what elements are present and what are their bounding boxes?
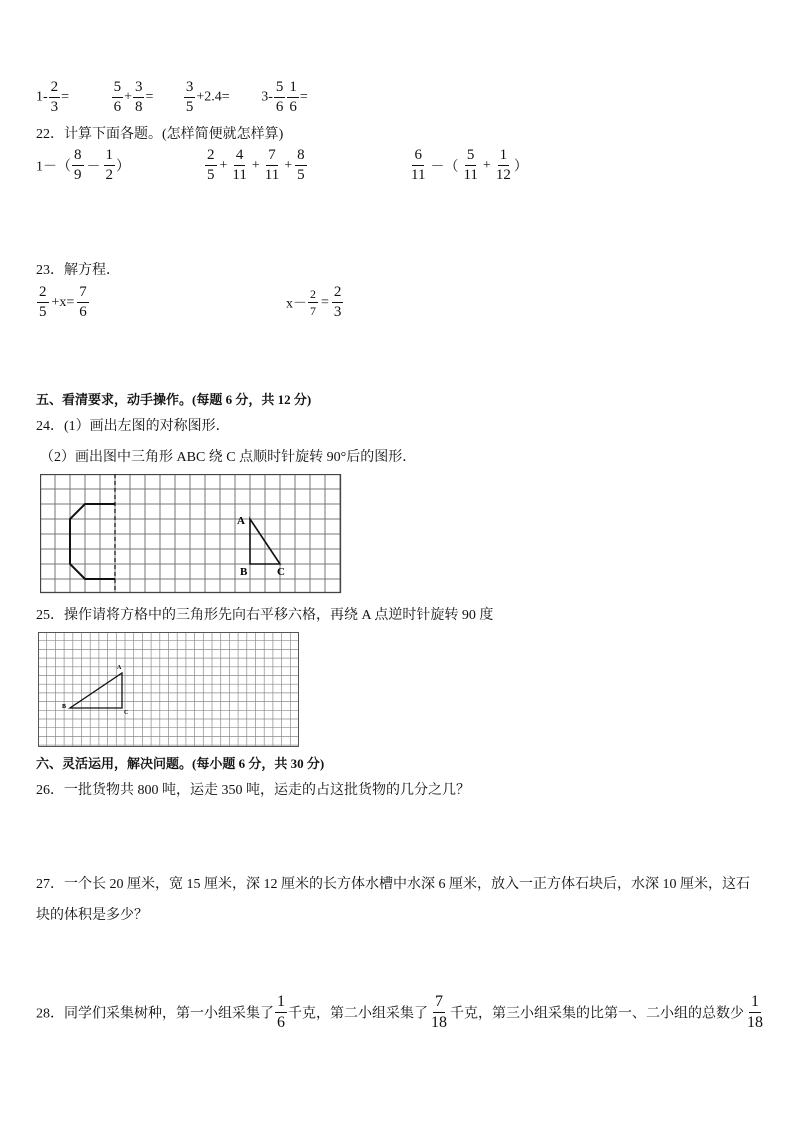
fraction: $\frac{5}{6}$ xyxy=(113,79,122,115)
expr-text: = xyxy=(145,89,154,105)
section-5-heading: 五、看清要求，动手操作。(每题 6 分，共 12 分) xyxy=(36,392,312,407)
q24-grid-lines xyxy=(40,474,340,593)
fraction: $\frac{3}{8}$ xyxy=(134,79,143,115)
q22-expr-2 xyxy=(204,148,308,183)
expr-text: ） xyxy=(513,159,528,175)
fraction: $\frac{1}{6}$ xyxy=(277,993,285,1031)
q23-eq-2 xyxy=(286,285,344,320)
expr-text: 1－（ xyxy=(36,159,71,175)
expr-text: 3- xyxy=(261,89,273,105)
fraction: $\frac{2}{5}$ xyxy=(207,147,215,183)
fraction: $\frac{2}{3}$ xyxy=(50,79,59,115)
q23-title: 23．解方程． xyxy=(36,263,120,278)
oral-expr-4 xyxy=(261,80,308,115)
oral-calc-row xyxy=(36,80,308,115)
operator: + xyxy=(251,157,260,173)
fraction: $\frac{5}{6}$ xyxy=(275,79,284,115)
fraction: $\frac{7}{6}$ xyxy=(79,284,87,320)
triangle-abc-q25 xyxy=(70,673,122,708)
fraction: $\frac{1}{6}$ xyxy=(289,79,297,115)
expr-text: x－ xyxy=(286,296,307,312)
fraction: $\frac{2}{7}$ xyxy=(310,287,316,318)
fraction: $\frac{1}{18}$ xyxy=(747,993,763,1031)
oral-expr-3 xyxy=(183,80,230,115)
operator: + xyxy=(482,157,491,173)
expr-text: = xyxy=(299,89,308,105)
q24-grid-figure xyxy=(40,474,342,594)
operator: + xyxy=(284,157,293,173)
label-a: A xyxy=(237,515,245,527)
label-a-q25: A xyxy=(117,665,122,671)
fraction: $\frac{3}{5}$ xyxy=(185,79,194,115)
q22-expr-1 xyxy=(36,148,130,183)
label-b: B xyxy=(240,566,248,578)
expr-text: 1- xyxy=(36,89,48,105)
operator: + xyxy=(124,89,132,105)
fraction: $\frac{7}{11}$ xyxy=(264,147,280,183)
q26-text: 26．一批货物共 800 吨，运走 350 吨，运走的占这批货物的几分之几？ xyxy=(36,783,470,798)
q28-text-1: 28．同学们采集树种，第一小组采集了 xyxy=(36,1006,274,1022)
q25-text: 25．操作请将方格中的三角形先向右平移六格，再绕 A 点逆时针旋转 90 度 xyxy=(36,608,494,623)
expr-text: －（ xyxy=(430,159,459,175)
q25-grid-figure xyxy=(38,632,300,748)
fraction: $\frac{2}{3}$ xyxy=(333,284,342,320)
expr-text: = xyxy=(61,89,70,105)
expr-text: +x= xyxy=(51,294,75,310)
oral-expr-2 xyxy=(111,80,154,115)
fraction: $\frac{6}{11}$ xyxy=(411,147,426,183)
operator: － xyxy=(86,159,101,175)
expr-text: = xyxy=(321,294,329,310)
fraction: $\frac{5}{11}$ xyxy=(463,147,478,183)
operator: + xyxy=(219,157,228,173)
expr-text: ） xyxy=(116,159,130,175)
oral-expr-1 xyxy=(36,80,69,115)
q24-line-2: （2）画出图中三角形 ABC 绕 C 点顺时针旋转 90°后的图形． xyxy=(40,450,417,465)
q28-text-2: 千克，第二小组采集了 xyxy=(288,1006,428,1022)
expr-text: +2.4= xyxy=(196,89,230,105)
fraction: $\frac{1}{12}$ xyxy=(495,147,511,183)
fraction: $\frac{7}{18}$ xyxy=(431,993,447,1031)
q22-title: 22．计算下面各题。(怎样简便就怎样算) xyxy=(36,127,284,142)
fraction: $\frac{4}{11}$ xyxy=(232,147,247,183)
label-c: C xyxy=(277,566,285,578)
q27-line-1: 27．一个长 20 厘米，宽 15 厘米，深 12 厘米的长方体水槽中水深 6 厘米，放入一正方体石块后，水深 10 厘米，这石 xyxy=(36,877,750,892)
half-shape xyxy=(70,504,115,579)
fraction: $\frac{8}{9}$ xyxy=(74,147,82,183)
label-c-q25: C xyxy=(124,710,129,716)
label-b-q25: B xyxy=(62,704,67,710)
q24-line-1: 24．(1）画出左图的对称图形． xyxy=(36,419,230,434)
fraction: $\frac{2}{5}$ xyxy=(39,284,47,320)
q28-line xyxy=(36,994,766,1031)
fraction: $\frac{8}{5}$ xyxy=(297,147,305,183)
q22-expr-3 xyxy=(408,148,528,183)
q23-eq-1 xyxy=(36,285,90,320)
q25-grid-lines xyxy=(38,632,298,747)
q27-line-2: 块的体积是多少？ xyxy=(36,908,148,923)
section-6-heading: 六、灵活运用，解决问题。(每小题 6 分，共 30 分) xyxy=(36,756,325,771)
q28-text-3: 千克，第三小组采集的比第一、二小组的总数少 xyxy=(450,1006,744,1022)
fraction: $\frac{1}{2}$ xyxy=(105,147,113,183)
